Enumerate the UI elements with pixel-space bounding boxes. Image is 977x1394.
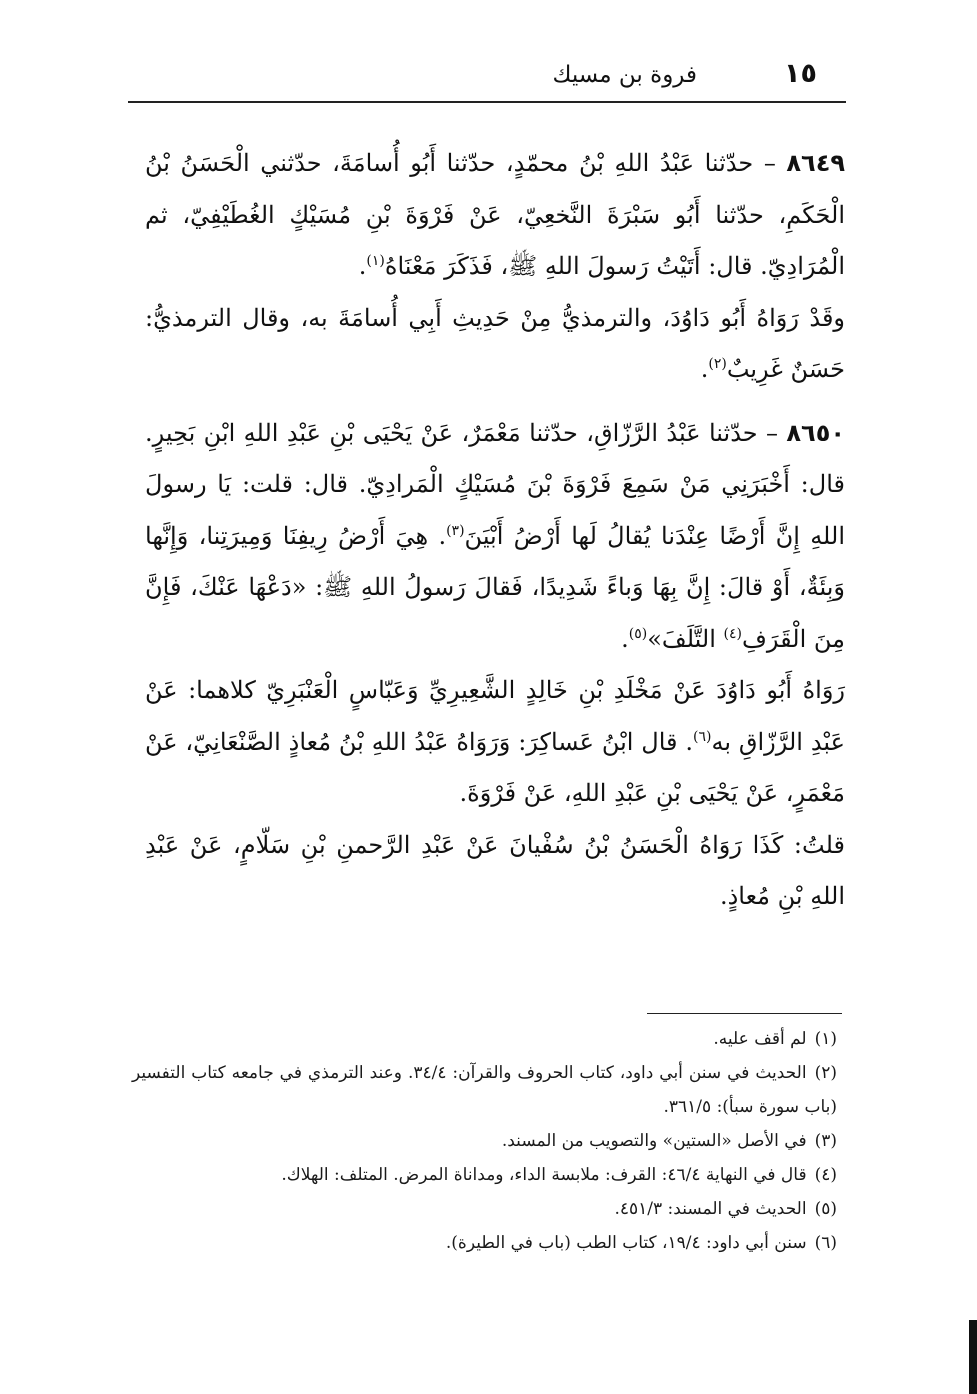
punctuation: . (358, 252, 367, 280)
footnote-marker: (٢) (814, 1063, 837, 1083)
footnote-ref[interactable]: (١) (366, 253, 385, 269)
footnote-marker: (٤) (814, 1165, 837, 1185)
footnote-ref[interactable]: (٢) (708, 356, 727, 372)
page-number: ١٥ (784, 58, 817, 89)
hadith-text: . هِيَ أَرْضُ رِيفِنَا وَمِيرَتِنا، وَإِنَّها وَبِئَةٌ، أَوْ قالَ: إِنَّ بِهَا وَباءً شَدِيدًا، فَقالَ رَسولُ اللهِ ﷺ: «دَعْهَا عَنْكَ، فَإِنَّ مِنَ الْقَرَفِ (145, 521, 845, 653)
hadith-number: ٨٦٤٩ (786, 149, 845, 177)
running-title: فروة بن مسيك (552, 62, 697, 88)
footnote-marker: (٥) (814, 1199, 837, 1219)
footnote-ref[interactable]: (٣) (446, 522, 465, 539)
hadith-8650 (145, 408, 845, 666)
footnote-item (132, 1192, 837, 1226)
footnote-text: الحديث في المسند: ٤٥١/٣. (614, 1199, 807, 1219)
hadith-8649 (145, 138, 845, 293)
footnote-item (132, 1158, 837, 1192)
footnote-marker: (١) (814, 1029, 837, 1049)
hadith-text: – حدّثنا عَبْدُ الرَّزّاقِ، حدّثنا مَعْمَرٌ، عَنْ يَحْيَى بْنِ عَبْدِ اللهِ ابْنِ بَحِيرٍ. قال: أَخْبَرَنِي مَنْ سَمِعَ فَرْوَةَ بْنَ مُسَيْكٍ الْمَرادِيّ. قال: قلت: يَا رسولَ اللهِ إِنَّ أَرْضًا عِنْدَنا يُقالُ لَها أَرْضُ أَبْيَنَ (145, 418, 845, 550)
hadith-text: التَّلَفَ» (647, 624, 724, 653)
footnote-marker: (٦) (814, 1233, 837, 1253)
main-text (145, 138, 845, 923)
footnote-item (132, 1056, 837, 1124)
footnote-text: الحديث في سنن أبي داود، كتاب الحروف والقرآن: ٣٤/٤. وعند الترمذي في جامعه كتاب التفسير (باب سورة سبأ): ٣٦١/٥. (132, 1063, 837, 1117)
footnote-ref[interactable]: (٦) (693, 728, 712, 745)
footnote-item (132, 1124, 837, 1158)
footnote-text: في الأصل «الستين» والتصويب من المسند. (501, 1131, 807, 1151)
takhrij-8649 (145, 293, 845, 396)
hadith-number: ٨٦٥٠ (786, 418, 845, 447)
running-header (132, 58, 842, 98)
header-rule (128, 101, 846, 103)
footnote-text: سنن أبي داود: ١٩/٤، كتاب الطب (باب في الطيرة). (445, 1233, 807, 1253)
footnote-item (132, 1226, 837, 1260)
footnote-ref[interactable]: (٤) (723, 625, 742, 642)
scan-edge-mark (969, 1320, 977, 1394)
footnote-text: قال في النهاية ٤٦/٤: القرف: ملابسة الداء، ومداناة المرض. المتلف: الهلاك. (281, 1165, 807, 1185)
hadith-text: – حدّثنا عَبْدُ اللهِ بْنُ محمّدٍ، حدّثنا أَبُو أُسامَةَ، حدّثني الْحَسَنُ بْنُ الْحَكَمِ، حدّثنا أَبُو سَبْرَةَ النَّخعِيّ، عَنْ فَرْوَةَ بْنِ مُسَيْكٍ الغُطَيْفِيّ، ثم الْمُرَادِيّ. قال: أَتَيْتُ رَسولَ اللهِ ﷺ، فَذَكَرَ مَعْنَاهُ (145, 149, 845, 280)
footnote-marker: (٣) (814, 1131, 837, 1151)
takhrij-text: وقَدْ رَوَاهُ أَبُو دَاوُدَ، والترمذيُّ مِنْ حَدِيثِ أَبِي أُسامَةَ به، وقال الترمذيُّ: حَسَنٌ غَرِيبٌ (145, 303, 845, 383)
takhrij-8650 (145, 665, 845, 820)
footnote-text: لم أقف عليه. (713, 1029, 807, 1049)
punctuation: . (700, 355, 709, 383)
author-comment: قلتُ: كَذَا رَوَاهُ الْحَسَنُ بْنُ سُفْيانَ عَنْ عَبْدِ الرَّحمنِ بْنِ سَلّامٍ، عَنْ عَبْدِ اللهِ بْنِ مُعاذٍ. (145, 830, 845, 910)
footnote-ref[interactable]: (٥) (628, 625, 648, 642)
takhrij-text: رَوَاهُ أَبُو دَاوُدَ عَنْ مَخْلَدِ بْنِ خَالِدٍ الشَّعِيرِيِّ وَعَبّاسٍ الْعَنْبَرِيّ كلاهما: عَنْ عَبْدِ الرَّزّاقِ به (145, 676, 845, 756)
takhrij-text: . قال ابْنُ عَساكِرَ: وَرَوَاهُ عَبْدُ اللهِ بْنُ مُعاذٍ الصَّنْعَانِيّ، عَنْ مَعْمَرٍ، عَنْ يَحْيَى بْنِ عَبْدِ اللهِ، عَنْ فَرْوَةَ. (145, 727, 845, 807)
footnote-item (132, 1022, 837, 1056)
footnote-rule (647, 1013, 842, 1014)
footnotes (132, 1022, 837, 1260)
punctuation: . (621, 624, 629, 653)
